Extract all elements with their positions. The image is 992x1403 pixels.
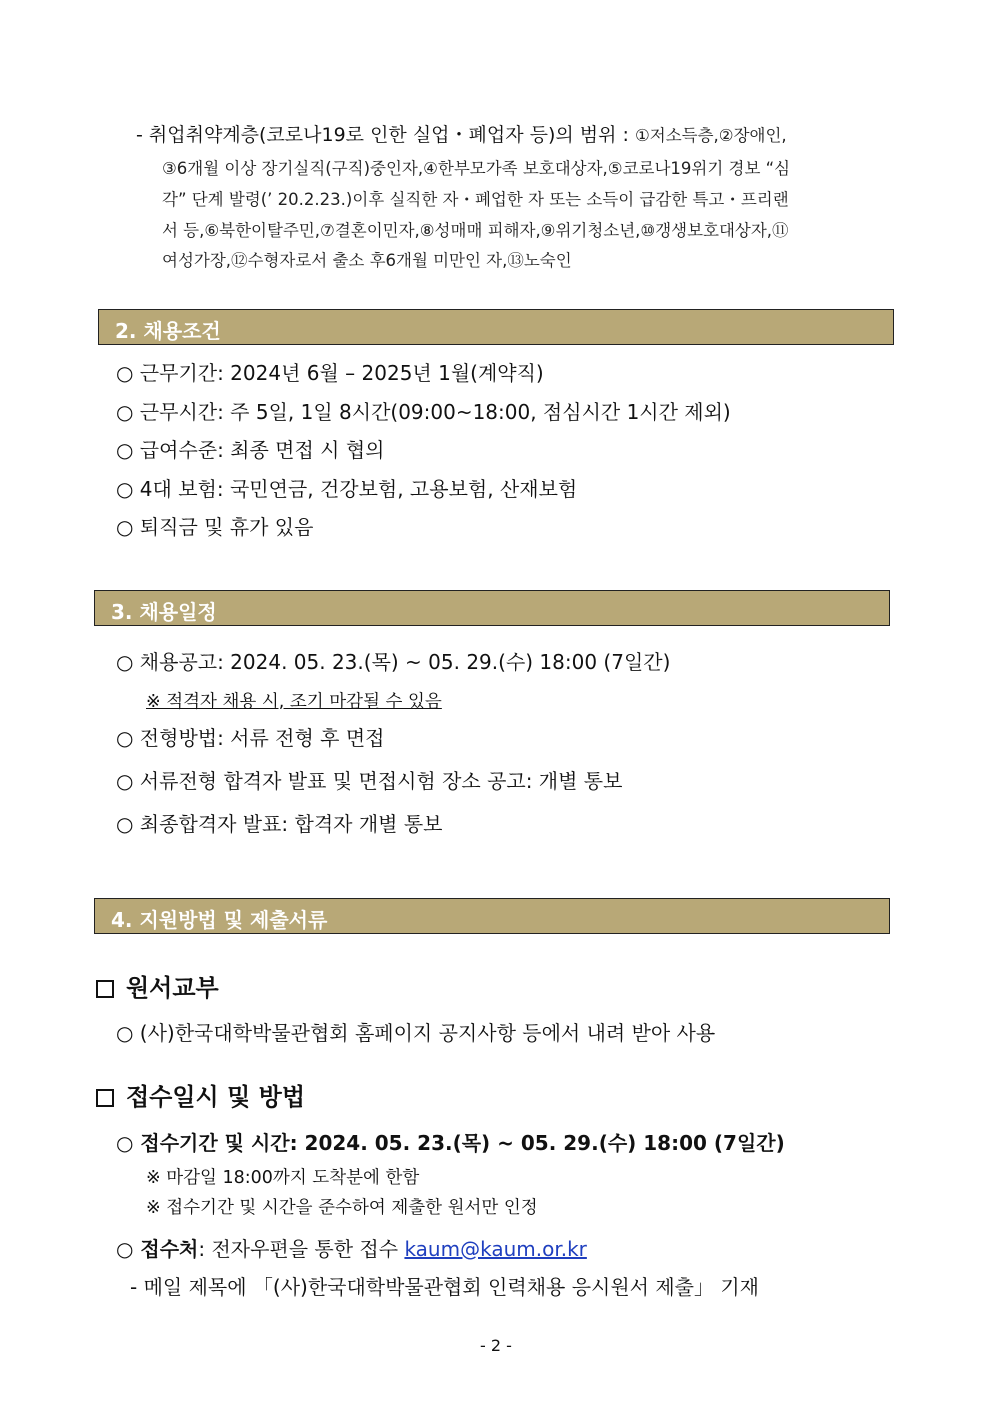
- subsection-application-form: [96, 968, 219, 1003]
- intro-line-1: [136, 120, 787, 147]
- section-2-title: 2. 채용조건: [115, 319, 221, 343]
- submission-place-text: : 전자우편을 통한 접수: [198, 1237, 399, 1261]
- submission-note-2: ※ 접수기간 및 시간을 준수하여 제출한 원서만 인정: [146, 1198, 538, 1218]
- email-subject-instruction: - 메일 제목에 「(사)한국대학박물관협회 인력채용 응시원서 제출」 기재: [130, 1275, 759, 1299]
- intro-line-3: 각” 단계 발령(’ 20.2.23.)이후 실직한 자・폐업한 자 또는 소득이 급감한 특고・프리랜: [162, 190, 789, 209]
- intro-line-2: ③6개월 이상 장기실직(구직)중인자,④한부모가족 보호대상자,⑤코로나19위기 경보 “심: [162, 159, 791, 178]
- section-3-note-1: ※ 적격자 채용 시, 조기 마감될 수 있음: [146, 692, 442, 712]
- intro-line-5: 여성가장,⑫수형자로서 출소 후6개월 미만인 자,⑬노숙인: [162, 251, 572, 270]
- submission-place-label: ○ 접수처: [116, 1237, 199, 1261]
- section-2-item-1: ○ 근무기간: 2024년 6월 – 2025년 1월(계약직): [116, 361, 544, 385]
- page-number: - 2 -: [480, 1336, 512, 1355]
- submission-place-item: [116, 1233, 587, 1262]
- subsection-submission-heading: 접수일시 및 방법: [126, 1083, 305, 1111]
- intro-line-4: 서 등,⑥북한이탈주민,⑦결혼이민자,⑧성매매 피해자,⑨위기청소년,⑩갱생보호대상자,⑪: [162, 221, 789, 240]
- submission-note-1: ※ 마감일 18:00까지 도착분에 한함: [146, 1168, 420, 1188]
- submission-period-item: ○ 접수기간 및 시간: 2024. 05. 23.(목) ~ 05. 29.(수) 18:00 (7일간): [116, 1131, 785, 1155]
- intro-lead: 취업취약계층(코로나19로 인한 실업・폐업자 등)의 범위 :: [148, 124, 629, 146]
- section-3-item-2: ○ 전형방법: 서류 전형 후 면접: [116, 726, 385, 750]
- subsection-application-form-heading: 원서교부: [126, 974, 219, 1002]
- section-3-item-1: ○ 채용공고: 2024. 05. 23.(목) ~ 05. 29.(수) 18:00 (7일간): [116, 650, 671, 674]
- section-2-item-5: ○ 퇴직금 및 휴가 있음: [116, 515, 314, 539]
- email-link[interactable]: kaum@kaum.or.kr: [404, 1237, 587, 1261]
- section-4-header: [94, 898, 890, 934]
- section-2-header: [98, 309, 894, 345]
- checkbox-square-icon: [96, 980, 114, 998]
- application-form-item: ○ (사)한국대학박물관협회 홈페이지 공지사항 등에서 내려 받아 사용: [116, 1021, 716, 1045]
- intro-line-1-rest: ①저소득층,②장애인,: [635, 126, 787, 145]
- section-3-item-3: ○ 서류전형 합격자 발표 및 면접시험 장소 공고: 개별 통보: [116, 769, 623, 793]
- section-2-item-3: ○ 급여수준: 최종 면접 시 협의: [116, 438, 385, 462]
- intro-dash: -: [136, 124, 143, 146]
- section-3-title: 3. 채용일정: [111, 600, 217, 624]
- checkbox-square-icon: [96, 1089, 114, 1107]
- section-2-item-4: ○ 4대 보험: 국민연금, 건강보험, 고용보험, 산재보험: [116, 477, 578, 501]
- subsection-submission: [96, 1077, 305, 1112]
- section-4-title: 4. 지원방법 및 제출서류: [111, 908, 328, 932]
- section-3-item-4: ○ 최종합격자 발표: 합격자 개별 통보: [116, 812, 443, 836]
- section-2-item-2: ○ 근무시간: 주 5일, 1일 8시간(09:00~18:00, 점심시간 1시간 제외): [116, 400, 731, 424]
- section-3-header: [94, 590, 890, 626]
